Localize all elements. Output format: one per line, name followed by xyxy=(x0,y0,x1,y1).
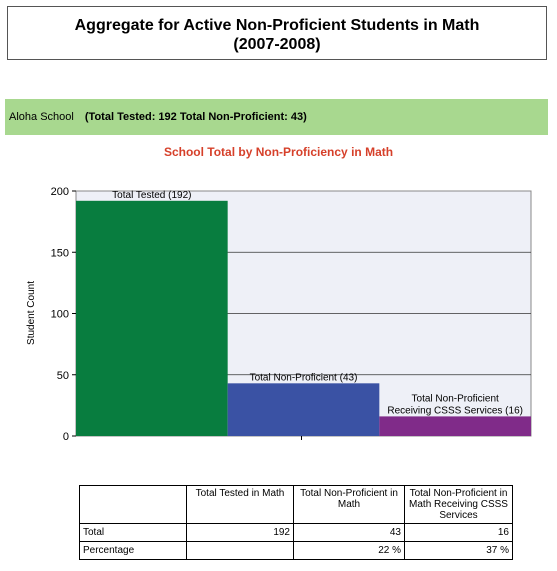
table-cell: Percentage xyxy=(80,542,187,560)
summary-table xyxy=(79,485,513,560)
table-cell: 192 xyxy=(187,524,294,542)
table-header-tested: Total Tested in Math xyxy=(187,486,294,524)
table-row xyxy=(80,524,513,542)
table-cell xyxy=(187,542,294,560)
table-header-csss: Total Non-Proficient in Math Receiving CSSS Services xyxy=(405,486,513,524)
table-cell: Total xyxy=(80,524,187,542)
bar-3 xyxy=(379,416,531,436)
report-title: Aggregate for Active Non-Proficient Students in Math xyxy=(74,17,480,34)
school-name: Aloha School xyxy=(9,111,74,123)
y-tick-label: 0 xyxy=(62,431,69,443)
bar-label: Total Non-Proficient (43) xyxy=(249,372,358,384)
bar-label: Total Tested (192) xyxy=(112,189,192,201)
bar-chart xyxy=(0,170,557,470)
report-year: (2007-2008) xyxy=(233,36,321,53)
table-header-empty xyxy=(80,486,187,524)
school-totals: (Total Tested: 192 Total Non-Proficient: 43) xyxy=(84,111,307,123)
bar-label: Total Non-Proficient Receiving CSSS Services (16) xyxy=(387,393,523,417)
y-tick-label: 50 xyxy=(56,369,69,382)
y-tick-label: 100 xyxy=(50,308,69,321)
report-title-box xyxy=(7,6,547,60)
y-tick-label: 200 xyxy=(50,186,69,198)
y-tick-label: 150 xyxy=(50,247,69,260)
table-cell: 22 % xyxy=(294,542,405,560)
bar-2 xyxy=(228,383,380,436)
table-cell: 16 xyxy=(405,524,513,542)
table-cell: 43 xyxy=(294,524,405,542)
table-row xyxy=(80,542,513,560)
table-header-nonproficient: Total Non-Proficient in Math xyxy=(294,486,405,524)
chart-title: School Total by Non-Proficiency in Math xyxy=(163,145,394,159)
table-header-row xyxy=(80,486,513,524)
table-cell: 37 % xyxy=(405,542,513,560)
y-axis-label: Student Count xyxy=(26,281,37,345)
bar-1 xyxy=(76,201,228,436)
school-summary-bar xyxy=(5,99,548,135)
